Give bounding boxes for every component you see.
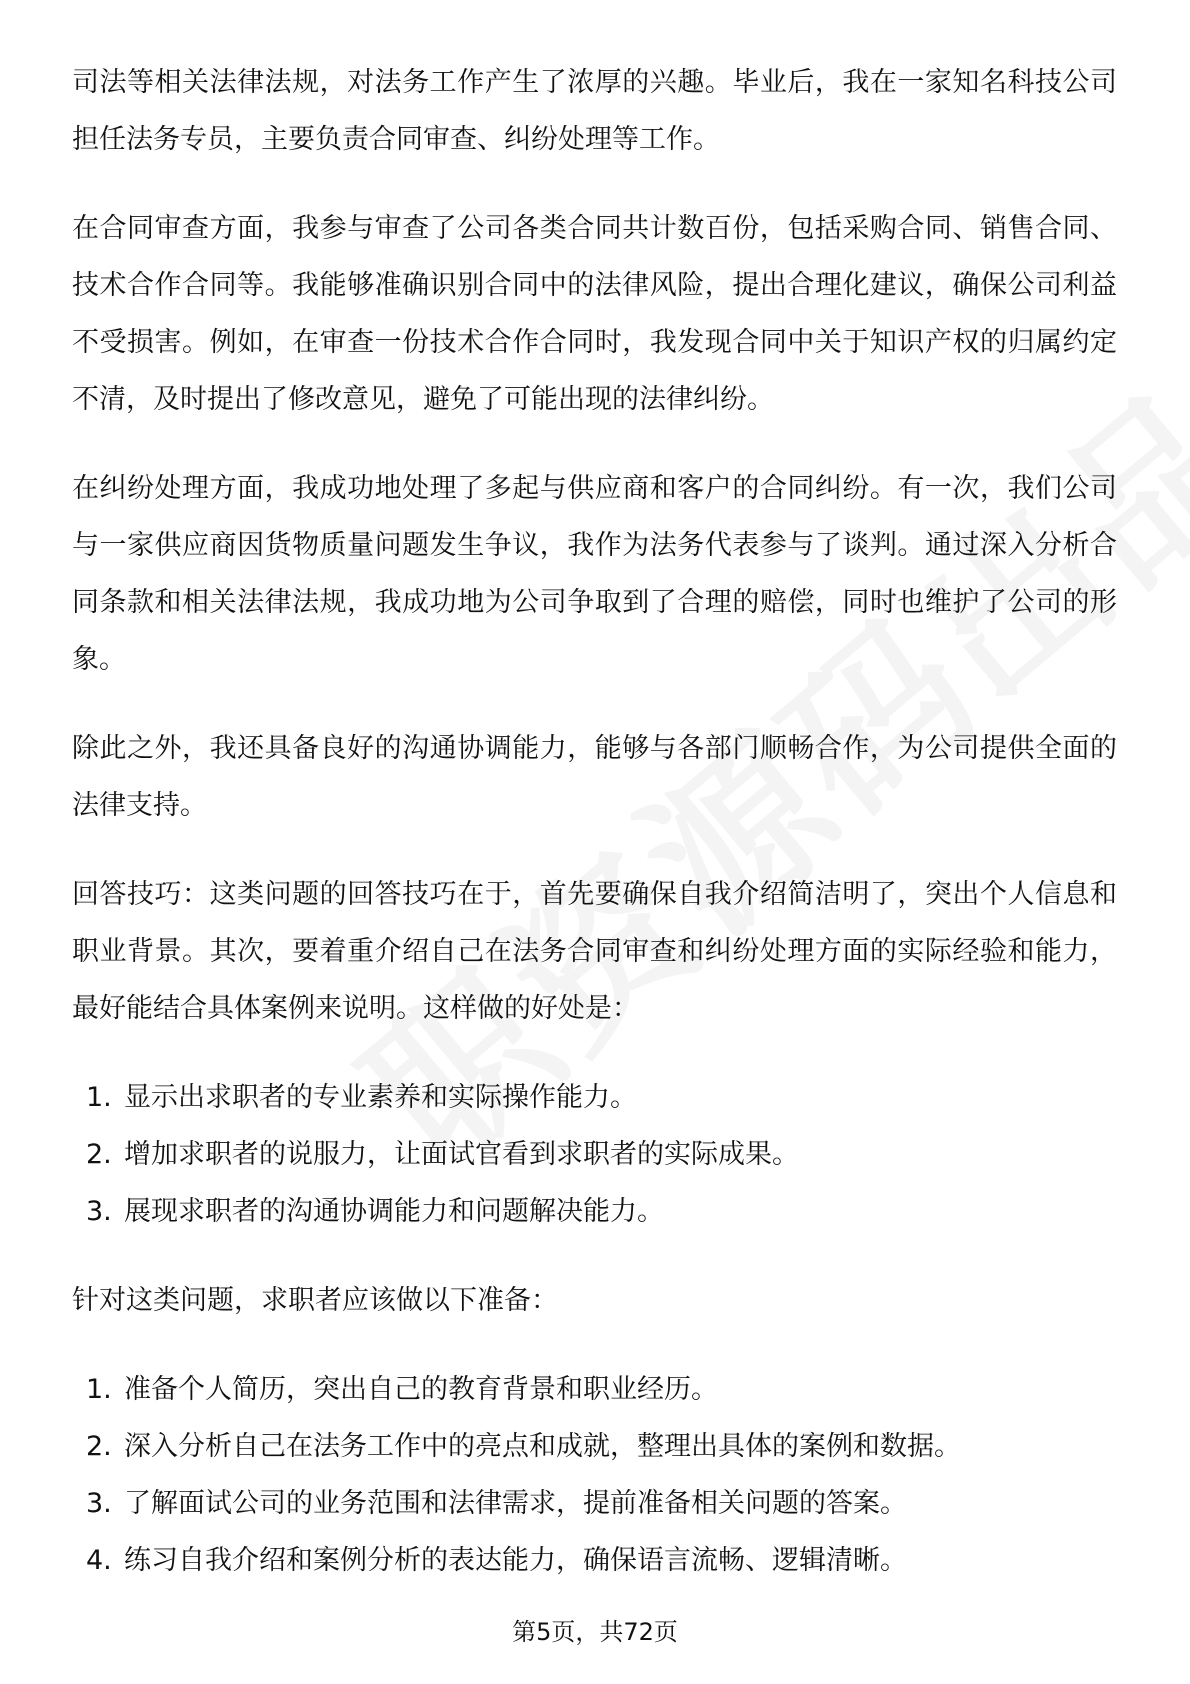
list-number: 2. [86, 1431, 112, 1462]
list-item [72, 1418, 1117, 1475]
page-number-footer: 第5页，共72页 [512, 1618, 678, 1646]
paragraph-communication: 除此之外，我还具备良好的沟通协调能力，能够与各部门顺畅合作，为公司提供全面的法律支持。 [72, 733, 1117, 821]
list-text: 显示出求职者的专业素养和实际操作能力。 [124, 1082, 637, 1113]
page-content [72, 54, 1117, 1621]
paragraph-answer-tips: 回答技巧：这类问题的回答技巧在于，首先要确保自我介绍简洁明了，突出个人信息和职业背景。其次，要着重介绍自己在法务合同审查和纠纷处理方面的实际经验和能力，最好能结合具体案例来说明。这样做的好处是： [72, 879, 1117, 1024]
paragraph-dispute-handling: 在纠纷处理方面，我成功地处理了多起与供应商和客户的合同纠纷。有一次，我们公司与一家供应商因货物质量问题发生争议，我作为法务代表参与了谈判。通过深入分析合同条款和相关法律法规，我成功地为公司争取到了合理的赔偿，同时也维护了公司的形象。 [72, 473, 1117, 675]
list-text: 准备个人简历，突出自己的教育背景和职业经历。 [124, 1374, 718, 1405]
list-item [72, 1183, 1117, 1240]
list-text: 深入分析自己在法务工作中的亮点和成就，整理出具体的案例和数据。 [124, 1431, 961, 1462]
list-number: 3. [86, 1488, 112, 1519]
list-number: 1. [86, 1082, 112, 1113]
benefits-list [72, 1069, 1117, 1240]
list-number: 2. [86, 1139, 112, 1170]
list-item [72, 1475, 1117, 1532]
list-item [72, 1532, 1117, 1589]
paragraph-contract-review: 在合同审查方面，我参与审查了公司各类合同共计数百份，包括采购合同、销售合同、技术合作合同等。我能够准确识别合同中的法律风险，提出合理化建议，确保公司利益不受损害。例如，在审查一份技术合作合同时，我发现合同中关于知识产权的归属约定不清，及时提出了修改意见，避免了可能出现的法律纠纷。 [72, 213, 1117, 415]
list-text: 展现求职者的沟通协调能力和问题解决能力。 [124, 1196, 664, 1227]
list-item [72, 1361, 1117, 1418]
paragraph-experience-intro: 司法等相关法律法规，对法务工作产生了浓厚的兴趣。毕业后，我在一家知名科技公司担任法务专员，主要负责合同审查、纠纷处理等工作。 [72, 67, 1117, 155]
list-text: 练习自我介绍和案例分析的表达能力，确保语言流畅、逻辑清晰。 [124, 1545, 907, 1576]
list-text: 了解面试公司的业务范围和法律需求，提前准备相关问题的答案。 [124, 1488, 907, 1519]
list-item [72, 1126, 1117, 1183]
list-text: 增加求职者的说服力，让面试官看到求职者的实际成果。 [124, 1139, 799, 1170]
list-number: 3. [86, 1196, 112, 1227]
list-number: 1. [86, 1374, 112, 1405]
paragraph-preparation: 针对这类问题，求职者应该做以下准备： [72, 1285, 558, 1316]
list-item [72, 1069, 1117, 1126]
preparation-list [72, 1361, 1117, 1589]
list-number: 4. [86, 1545, 112, 1576]
